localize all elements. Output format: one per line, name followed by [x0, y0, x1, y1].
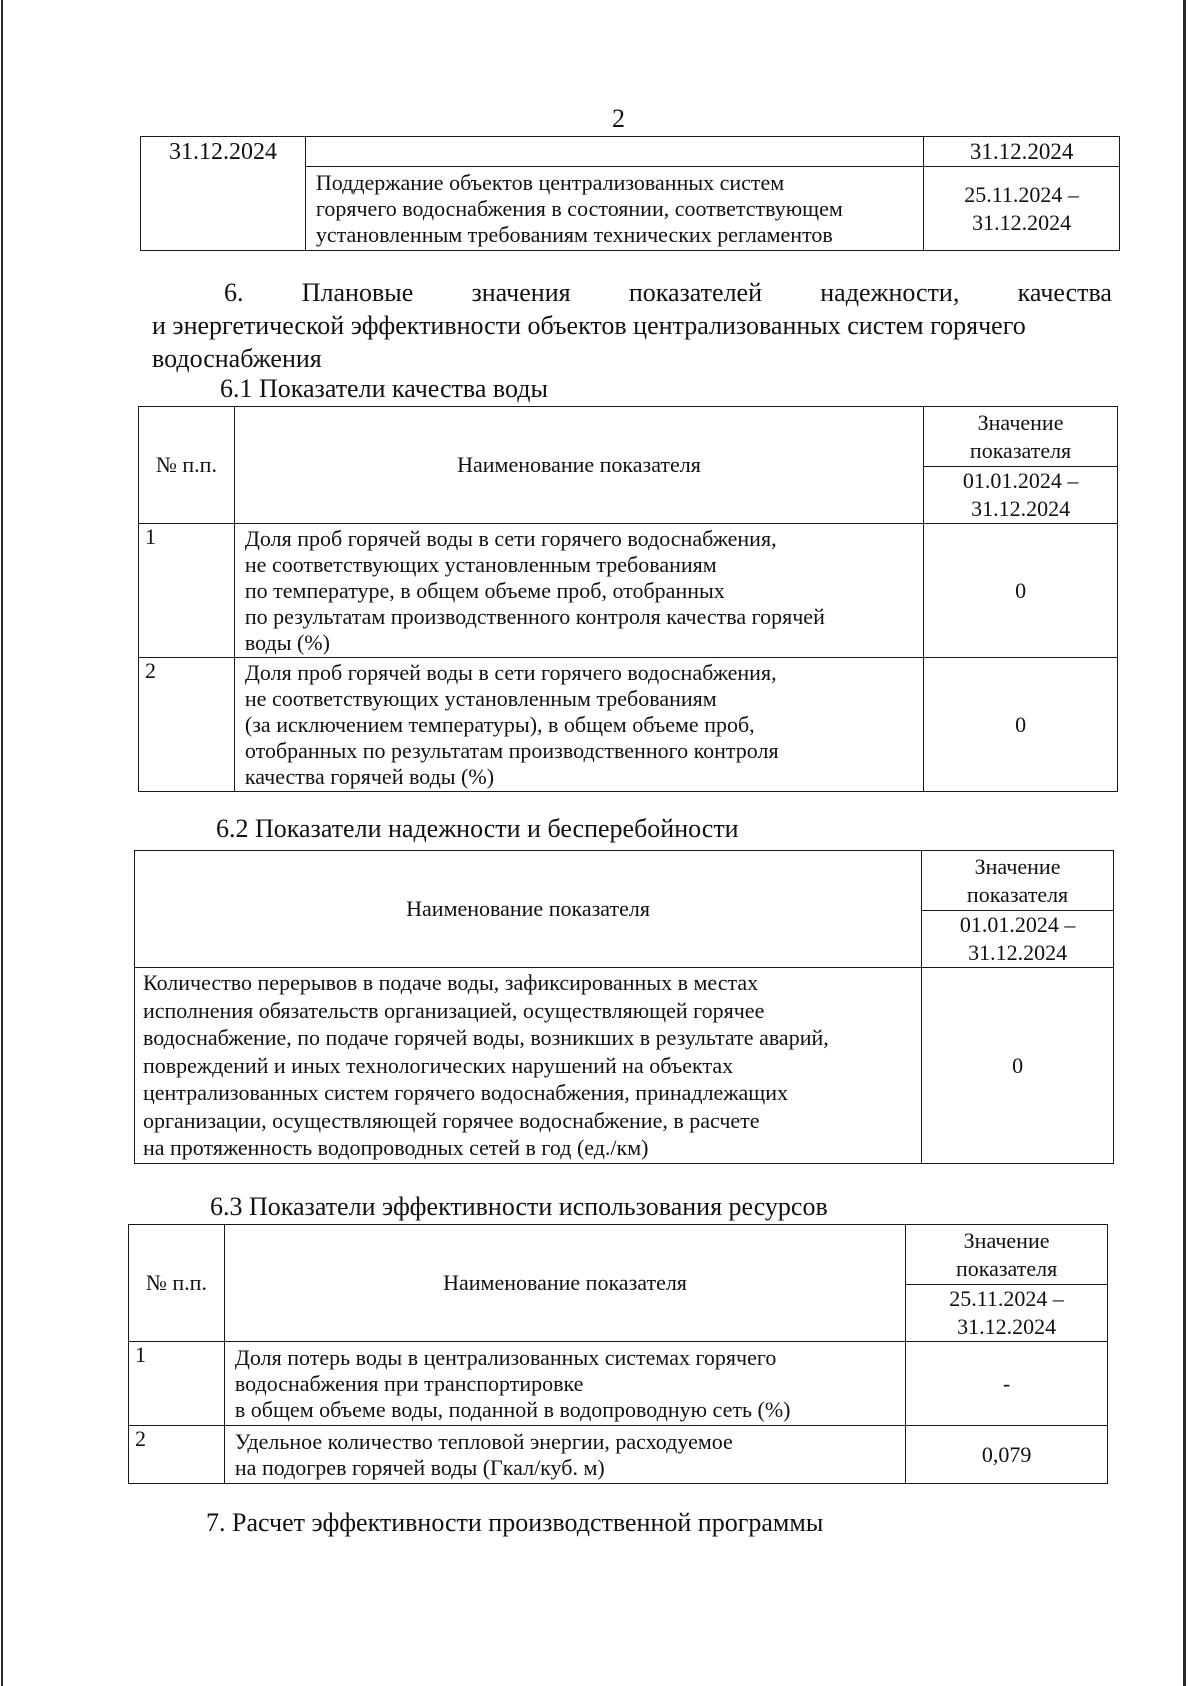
table-row: 2 Удельное количество тепловой энергии, расходуемое на подогрев горячей воды (Гкал/куб. м) 0,079	[129, 1426, 1108, 1484]
table-row: Количество перерывов в подаче воды, зафиксированных в местах исполнения обязательств организацией, осуществляющей горячее водоснабжение, по подаче горячей воды, возникших в результате аварий, повреждений и иных технологических нарушений на объектах централизованных систем горячего водоснабжения, принадлежащих организации, осуществляющей горячее водоснабжение, в расчете на протяженность водопроводных сетей в год (ед./км) 0	[135, 968, 1114, 1164]
page-right-edge	[1183, 0, 1186, 1686]
col-name-header: Наименование показателя	[135, 851, 922, 968]
page-left-edge	[1, 0, 3, 1686]
section-6-2-title: 6.2 Показатели надежности и бесперебойности	[216, 814, 739, 843]
section-6-1-title: 6.1 Показатели качества воды	[220, 374, 548, 403]
continuation-empty-cell	[305, 137, 923, 167]
col-num-header: № п.п.	[129, 1225, 225, 1342]
col-value-header: Значение показателя	[922, 851, 1114, 911]
col-name-header: Наименование показателя	[224, 1225, 905, 1342]
col-period-header: 25.11.2024 – 31.12.2024	[906, 1285, 1108, 1342]
col-name-header: Наименование показателя	[234, 407, 923, 524]
col-value-header: Значение показателя	[924, 407, 1118, 467]
continuation-table	[140, 136, 1120, 251]
continuation-activity-period-cell: 25.11.2024 – 31.12.2024	[924, 167, 1120, 251]
continuation-period-cell: 31.12.2024	[924, 137, 1120, 167]
table-row: 2 Доля проб горячей воды в сети горячего водоснабжения, не соответствующих установленным требованиям (за исключением температуры), в общем объеме проб, отобранных по результатам производственного контроля качества горячей воды (%) 0	[139, 658, 1118, 792]
section-7-title: 7. Расчет эффективности производственной программы	[206, 1508, 824, 1537]
section-6-heading: 6. Плановые значения показателей надежности, качества и энергетической эффективности объектов централизованных систем горячего водоснабжения	[152, 278, 1112, 373]
continuation-activity-cell: Поддержание объектов централизованных систем горячего водоснабжения в состоянии, соответствующем установленным требованиям технических регламентов	[305, 167, 923, 251]
col-num-header: № п.п.	[139, 407, 235, 524]
page-number: 2	[612, 104, 625, 133]
continuation-date-cell: 31.12.2024	[141, 137, 306, 251]
table-row: 1 Доля потерь воды в централизованных системах горячего водоснабжения при транспортировке в общем объеме воды, поданной в водопроводную сеть (%) -	[129, 1342, 1108, 1426]
resource-efficiency-table	[128, 1224, 1108, 1484]
col-period-header: 01.01.2024 – 31.12.2024	[924, 467, 1118, 524]
col-period-header: 01.01.2024 – 31.12.2024	[922, 911, 1114, 968]
col-value-header: Значение показателя	[906, 1225, 1108, 1285]
reliability-table	[134, 850, 1114, 1164]
section-6-3-title: 6.3 Показатели эффективности использования ресурсов	[210, 1192, 828, 1221]
table-row: 1 Доля проб горячей воды в сети горячего водоснабжения, не соответствующих установленным требованиям по температуре, в общем объеме проб, отобранных по результатам производственного контроля качества горячей воды (%) 0	[139, 524, 1118, 658]
water-quality-table	[138, 406, 1118, 792]
